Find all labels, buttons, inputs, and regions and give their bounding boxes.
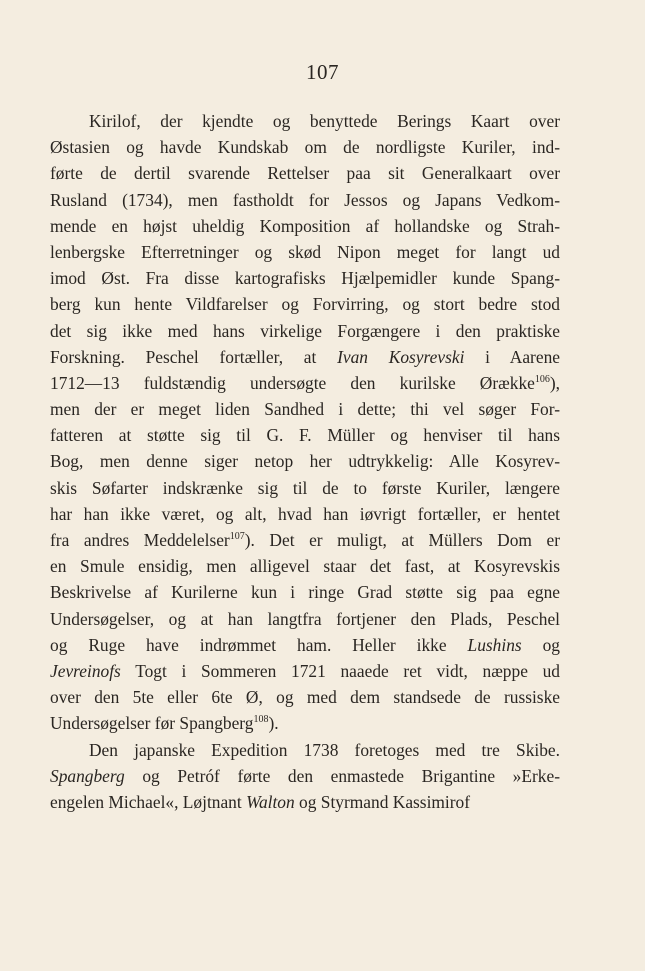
text-line <box>50 579 560 605</box>
text-run: ). Det er muligt, at Müllers Dom er <box>244 530 560 550</box>
text-run: Forskning. Peschel fortæller, at <box>50 346 338 367</box>
text-line <box>50 448 560 474</box>
text-line <box>50 213 560 239</box>
text-run: berg kun hente Vildfarelser og Forvirring, og stort bedre stod <box>50 294 560 315</box>
text-run: i Aarene <box>464 346 560 367</box>
text-run: Den japanske Expedition 1738 foretoges med tre Skibe. <box>89 739 560 760</box>
text-line <box>50 527 560 553</box>
text-run: Beskrivelse af Kurilerne kun i ringe Grad støtte sig paa egne <box>50 582 560 603</box>
text-run: og Petróf førte den enmastede Brigantine »Erke- <box>124 765 560 786</box>
footnote-ref: 108 <box>253 714 269 726</box>
text-line <box>50 160 560 186</box>
text-line <box>50 475 560 501</box>
text-run: Undersøgelser, og at han langtfra fortjener den Plads, Peschel <box>50 608 560 629</box>
text-line <box>50 737 560 763</box>
text-run: mende en højst uheldig Komposition af hollandske og Strah- <box>50 215 560 236</box>
text-line <box>50 789 560 815</box>
text-line <box>50 134 560 160</box>
text-line <box>50 265 560 291</box>
text-line <box>50 187 560 213</box>
text-line <box>50 318 560 344</box>
text-line <box>50 658 560 684</box>
text-line <box>50 710 560 736</box>
text-run: fra andres Meddelelser <box>50 530 230 550</box>
text-run: Undersøgelser før Spangberg <box>50 713 254 734</box>
text-run: lenbergske Efterretninger og skød Nipon meget for langt ud <box>50 241 560 262</box>
text-run: engelen Michael«, Løjtnant <box>50 791 247 812</box>
text-run: 1712—13 fuldstændig undersøgte den kurilske Ørække <box>50 372 535 393</box>
text-run: det sig ikke med hans virkelige Forgængere i den praktiske <box>50 320 560 341</box>
text-line <box>50 344 560 370</box>
text-line <box>50 606 560 632</box>
text-line <box>50 632 560 658</box>
text-run: har han ikke været, og alt, hvad han iøvrigt fortæller, er hentet <box>50 503 560 524</box>
text-run: men der er meget liden Sandhed i dette; thi vel søger For- <box>50 399 560 420</box>
text-run: og <box>521 634 560 655</box>
text-run: imod Øst. Fra disse kartografisks Hjælpemidler kunde Spang- <box>50 268 560 289</box>
text-line <box>50 370 560 396</box>
text-line <box>50 684 560 710</box>
text-run: Togt i Sommeren 1721 naaede ret vidt, næppe ud <box>120 660 560 681</box>
text-line <box>50 396 560 422</box>
text-run: over den 5te eller 6te Ø, og med dem standsede de russiske <box>50 687 560 708</box>
text-run: Bog, men denne siger netop her udtrykkelig: Alle Kosyrev- <box>50 451 560 472</box>
italic-name: Walton <box>246 791 295 812</box>
footnote-ref: 107 <box>229 531 245 542</box>
text-run: skis Søfarter indskrænke sig til de to første Kuriler, længere <box>50 477 560 498</box>
text-run: førte de dertil svarende Rettelser paa sit Generalkaart over <box>50 163 560 184</box>
italic-name: Spangberg <box>50 765 125 786</box>
text-run: Rusland (1734), men fastholdt for Jessos og Japans Vedkom- <box>50 189 560 210</box>
italic-name: Jevreinofs <box>50 660 121 681</box>
text-run: en Smule ensidig, men alligevel staar det fast, at Kosyrevskis <box>50 556 560 577</box>
text-line <box>50 239 560 265</box>
text-run: og Ruge have indrømmet ham. Heller ikke <box>50 634 468 655</box>
text-run: Østasien og havde Kundskab om de nordligste Kuriler, ind- <box>50 137 560 158</box>
body-text <box>50 108 560 815</box>
text-run: ). <box>268 713 279 734</box>
text-run: ), <box>549 372 560 393</box>
text-line <box>50 763 560 789</box>
page-number: 107 <box>306 60 339 84</box>
italic-name: Lushins <box>467 634 522 655</box>
text-line <box>50 108 560 134</box>
text-line <box>50 501 560 527</box>
text-run: og Styrmand Kassimirof <box>294 791 471 812</box>
text-run: Kirilof, der kjendte og benyttede Berings Kaart over <box>89 111 560 131</box>
text-run: fatteren at støtte sig til G. F. Müller og henviser til hans <box>50 425 560 446</box>
text-line <box>50 291 560 317</box>
text-line <box>50 422 560 448</box>
footnote-ref: 106 <box>534 373 550 385</box>
italic-name: Ivan Kosyrevski <box>337 346 465 367</box>
text-line <box>50 553 560 579</box>
